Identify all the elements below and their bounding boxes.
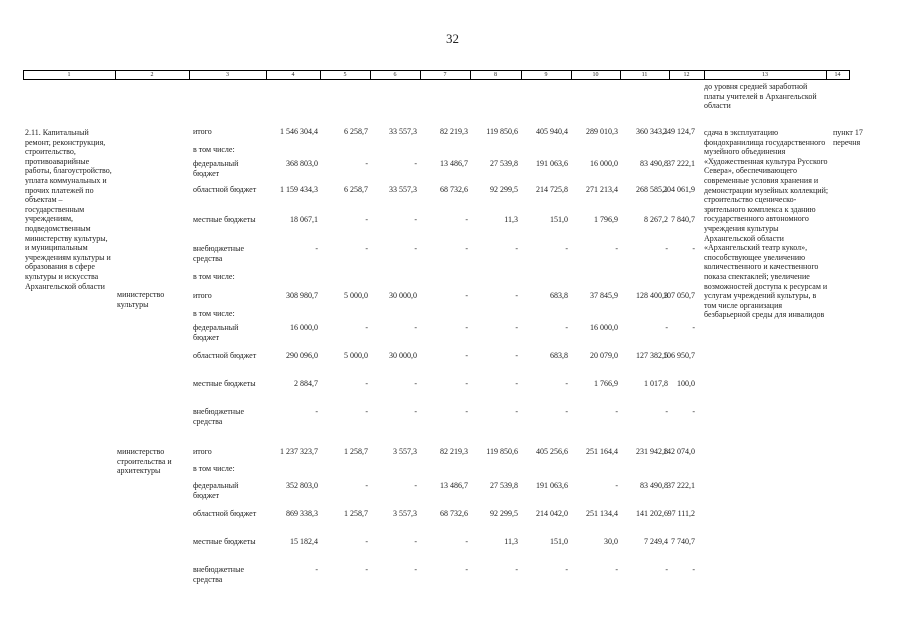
funding-value: - [465, 537, 468, 546]
financing-source-label: местные бюджеты [193, 379, 256, 388]
financing-source-label: в том числе: [193, 272, 235, 281]
column-number-14: 14 [826, 71, 850, 79]
funding-value: - [315, 565, 318, 574]
funding-value: 68 732,6 [440, 509, 468, 518]
financing-source-label: внебюджетные средства [193, 407, 244, 426]
financing-source-label: федеральный бюджет [193, 323, 239, 342]
funding-value: - [515, 244, 518, 253]
funding-value: 151,0 [550, 215, 568, 224]
funding-value: 352 803,0 [286, 481, 318, 490]
column-number-9: 9 [521, 71, 572, 79]
funding-value: - [414, 407, 417, 416]
measure-name: 2.11. Капитальный ремонт, реконструкция, строительство, противоаварийные работы, благоустройство, уплата коммунальных и прочих платежей по объектам – государственным учреждениям, подведомственным министерству культуры, и муниципальным учреждениям культуры и образования в сфере культуры и искусства Архангельской области [25, 128, 112, 291]
page-number: 32 [446, 31, 459, 46]
continued-result-text: до уровня средней заработной платы учителей в Архангельской области [704, 82, 817, 111]
column-number-4: 4 [266, 71, 321, 79]
funding-value: - [515, 379, 518, 388]
funding-value: 1 546 304,4 [280, 127, 318, 136]
funding-value: 231 942,8 [636, 447, 668, 456]
funding-value: - [414, 323, 417, 332]
funding-value: 11,3 [504, 537, 518, 546]
funding-value: 214 725,8 [536, 185, 568, 194]
funding-value: 405 940,4 [536, 127, 568, 136]
funding-value: 128 400,3 [636, 291, 668, 300]
funding-value: - [465, 351, 468, 360]
funding-value: 82 219,3 [440, 447, 468, 456]
column-number-10: 10 [571, 71, 621, 79]
funding-value: - [414, 379, 417, 388]
funding-value: 82 219,3 [440, 127, 468, 136]
funding-value: 33 557,3 [389, 185, 417, 194]
funding-value: 1 159 434,3 [280, 185, 318, 194]
funding-value: 37 845,9 [590, 291, 618, 300]
funding-value: 1 258,7 [344, 509, 368, 518]
funding-value: - [465, 379, 468, 388]
funding-value: - [515, 291, 518, 300]
funding-value: - [315, 244, 318, 253]
column-number-13: 13 [704, 71, 827, 79]
funding-value: - [515, 407, 518, 416]
funding-value: - [692, 244, 695, 253]
funding-value: - [414, 481, 417, 490]
funding-value: 869 338,3 [286, 509, 318, 518]
funding-value: 30,0 [604, 537, 618, 546]
funding-value: 191 063,6 [536, 481, 568, 490]
financing-source-label: местные бюджеты [193, 537, 256, 546]
funding-value: 405 256,6 [536, 447, 568, 456]
funding-value: - [692, 407, 695, 416]
funding-value: 290 096,0 [286, 351, 318, 360]
funding-value: 13 486,7 [440, 481, 468, 490]
funding-value: - [465, 244, 468, 253]
funding-value: 368 803,0 [286, 159, 318, 168]
funding-value: - [465, 407, 468, 416]
funding-value: - [365, 244, 368, 253]
funding-value: 83 490,8 [640, 481, 668, 490]
funding-value: 8 267,2 [644, 215, 668, 224]
funding-value: 308 980,7 [286, 291, 318, 300]
funding-value: - [365, 537, 368, 546]
column-number-row [23, 70, 850, 80]
financing-source-label: итого [193, 447, 212, 456]
funding-value: 92 299,5 [490, 509, 518, 518]
funding-value: 360 343,1 [636, 127, 668, 136]
financing-source-label: областной бюджет [193, 185, 257, 194]
funding-value: 1 766,9 [594, 379, 618, 388]
funding-value: 27 539,8 [490, 159, 518, 168]
funding-value: 16 000,0 [590, 323, 618, 332]
column-number-5: 5 [320, 71, 371, 79]
funding-value: - [565, 323, 568, 332]
funding-value: 268 585,1 [636, 185, 668, 194]
funding-value: - [414, 537, 417, 546]
funding-value: 7 249,4 [644, 537, 668, 546]
financing-source-label: федеральный бюджет [193, 159, 239, 178]
funding-value: 251 134,4 [586, 509, 618, 518]
funding-value: 30 000,0 [389, 351, 417, 360]
funding-value: 37 222,1 [667, 481, 695, 490]
funding-value: - [665, 244, 668, 253]
funding-value: 18 067,1 [290, 215, 318, 224]
funding-value: 6 258,7 [344, 127, 368, 136]
funding-value: 214 042,0 [536, 509, 568, 518]
funding-value: - [565, 407, 568, 416]
funding-value: 16 000,0 [590, 159, 618, 168]
funding-value: 6 258,7 [344, 185, 368, 194]
funding-value: 2 884,7 [294, 379, 318, 388]
funding-value: 7 740,7 [671, 537, 695, 546]
executor-name: министерство культуры [117, 290, 165, 309]
funding-value: 1 796,9 [594, 215, 618, 224]
funding-value: 1 017,8 [644, 379, 668, 388]
funding-value: 127 382,5 [636, 351, 668, 360]
funding-value: 191 063,6 [536, 159, 568, 168]
column-number-6: 6 [370, 71, 421, 79]
funding-value: - [465, 215, 468, 224]
funding-value: - [515, 565, 518, 574]
column-number-8: 8 [470, 71, 522, 79]
funding-value: - [565, 379, 568, 388]
funding-value: 92 299,5 [490, 185, 518, 194]
funding-value: - [414, 159, 417, 168]
funding-value: 27 539,8 [490, 481, 518, 490]
financing-source-label: внебюджетные средства [193, 244, 244, 263]
funding-value: - [365, 379, 368, 388]
funding-value: 20 079,0 [590, 351, 618, 360]
funding-value: 3 557,3 [393, 509, 417, 518]
funding-value: - [365, 159, 368, 168]
funding-value: - [365, 565, 368, 574]
funding-value: 107 050,7 [663, 291, 695, 300]
funding-value: - [414, 565, 417, 574]
funding-value: 142 074,0 [663, 447, 695, 456]
funding-value: - [615, 565, 618, 574]
financing-source-label: областной бюджет [193, 509, 257, 518]
funding-value: 68 732,6 [440, 185, 468, 194]
funding-value: - [665, 565, 668, 574]
column-number-12: 12 [669, 71, 705, 79]
funding-value: 7 840,7 [671, 215, 695, 224]
funding-value: 16 000,0 [290, 323, 318, 332]
funding-value: 37 222,1 [667, 159, 695, 168]
funding-value: 683,8 [550, 351, 568, 360]
column-number-1: 1 [23, 71, 116, 79]
funding-value: 289 010,3 [586, 127, 618, 136]
funding-value: - [692, 323, 695, 332]
financing-source-label: итого [193, 291, 212, 300]
funding-value: - [414, 244, 417, 253]
program-link: пункт 17 перечня [833, 128, 863, 147]
financing-source-label: в том числе: [193, 145, 235, 154]
funding-value: - [665, 323, 668, 332]
funding-value: 30 000,0 [389, 291, 417, 300]
funding-value: 151,0 [550, 537, 568, 546]
funding-value: - [365, 407, 368, 416]
financing-source-label: в том числе: [193, 309, 235, 318]
funding-value: 251 164,4 [586, 447, 618, 456]
funding-value: - [365, 481, 368, 490]
funding-value: 5 000,0 [344, 291, 368, 300]
funding-value: 13 486,7 [440, 159, 468, 168]
funding-value: 1 237 323,7 [280, 447, 318, 456]
funding-value: - [515, 351, 518, 360]
funding-value: 100,0 [677, 379, 695, 388]
funding-value: 15 182,4 [290, 537, 318, 546]
funding-value: 83 490,8 [640, 159, 668, 168]
financing-source-label: областной бюджет [193, 351, 257, 360]
funding-value: - [565, 244, 568, 253]
funding-value: 5 000,0 [344, 351, 368, 360]
funding-value: 106 950,7 [663, 351, 695, 360]
executor-name: министерство строительства и архитектуры [117, 447, 172, 476]
financing-source-label: федеральный бюджет [193, 481, 239, 500]
column-number-3: 3 [189, 71, 267, 79]
expected-result-text: сдача в эксплуатацию фондохранилища государственного музейного объединения «Художественная культура Русского Севера», обеспечивающего современные условия хранения и демонстрации музейных коллекций; строительство сценическо-зрительного комплекса к зданию государственного автономного учреждения культуры Архангельской области «Архангельский театр кукол», способствующее увеличению количественного и качественного показа спектаклей; увеличение возможностей доступа к ресурсам и услугам учреждений культуры, в том числе организация безбарьерной среды для инвалидов [704, 128, 829, 320]
funding-value: 1 258,7 [344, 447, 368, 456]
funding-value: - [692, 565, 695, 574]
funding-value: 683,8 [550, 291, 568, 300]
funding-value: 119 850,6 [486, 447, 518, 456]
funding-value: 141 202,6 [636, 509, 668, 518]
funding-value: - [615, 244, 618, 253]
funding-value: 33 557,3 [389, 127, 417, 136]
funding-value: 271 213,4 [586, 185, 618, 194]
funding-value: - [615, 407, 618, 416]
column-number-11: 11 [620, 71, 670, 79]
financing-source-label: местные бюджеты [193, 215, 256, 224]
funding-value: - [414, 215, 417, 224]
funding-value: - [565, 565, 568, 574]
funding-value: - [665, 407, 668, 416]
financing-source-label: итого [193, 127, 212, 136]
funding-value: 11,3 [504, 215, 518, 224]
financing-source-label: в том числе: [193, 464, 235, 473]
funding-value: 3 557,3 [393, 447, 417, 456]
funding-value: - [465, 323, 468, 332]
column-number-7: 7 [420, 71, 471, 79]
funding-value: - [315, 407, 318, 416]
funding-value: - [515, 323, 518, 332]
column-number-2: 2 [115, 71, 190, 79]
funding-value: 249 124,7 [663, 127, 695, 136]
funding-value: 97 111,2 [667, 509, 695, 518]
funding-value: - [365, 215, 368, 224]
funding-value: - [465, 291, 468, 300]
funding-value: 204 061,9 [663, 185, 695, 194]
funding-value: 119 850,6 [486, 127, 518, 136]
funding-value: - [365, 323, 368, 332]
funding-value: - [465, 565, 468, 574]
funding-value: - [615, 481, 618, 490]
financing-source-label: внебюджетные средства [193, 565, 244, 584]
